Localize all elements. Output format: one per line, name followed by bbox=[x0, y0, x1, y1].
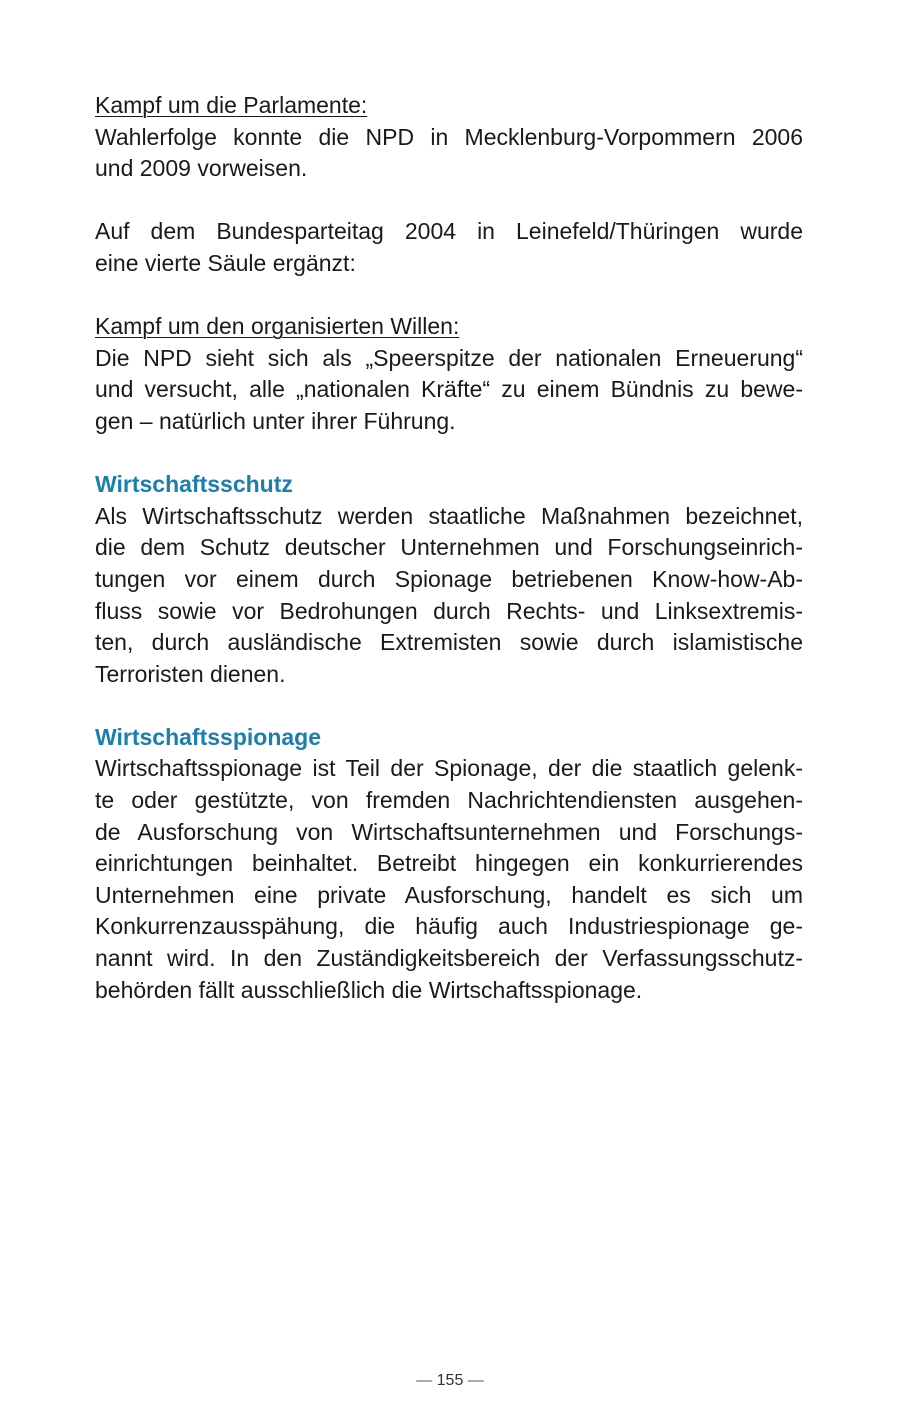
text-line: tungen vor einem durch Spionage betriebenen Know-how-Ab- bbox=[95, 565, 803, 592]
text-line: fluss sowie vor Bedrohungen durch Rechts- und Linksextremis- bbox=[95, 597, 803, 624]
heading-wirtschaftsschutz: Wirtschaftsschutz bbox=[95, 471, 293, 498]
paragraph-gap bbox=[95, 280, 803, 312]
text-line: und versucht, alle „nationalen Kräfte“ zu einem Bündnis zu bewe- bbox=[95, 376, 803, 403]
text-line: te oder gestützte, von fremden Nachrichtendiensten ausgehen- bbox=[95, 787, 803, 814]
text-line: Als Wirtschaftsschutz werden staatliche Maßnahmen bezeichnet, bbox=[95, 502, 803, 529]
page-number-dash-left: — bbox=[416, 1372, 433, 1389]
text-line: Wahlerfolge konnte die NPD in Mecklenburg-Vorpommern 2006 bbox=[95, 123, 803, 150]
text-line: behörden fällt ausschließlich die Wirtschaftsspionage. bbox=[95, 976, 643, 1003]
text-line: Die NPD sieht sich als „Speerspitze der nationalen Erneuerung“ bbox=[95, 344, 803, 371]
text-line: de Ausforschung von Wirtschaftsunternehmen und Forschungs- bbox=[95, 818, 803, 845]
subheading-kampf-willen: Kampf um den organisierten Willen: bbox=[95, 313, 460, 340]
text-line: und 2009 vorweisen. bbox=[95, 155, 308, 182]
subheading-kampf-parlamente: Kampf um die Parlamente: bbox=[95, 92, 368, 118]
section-wirtschaftsschutz bbox=[95, 501, 803, 691]
paragraph-gap bbox=[95, 690, 803, 722]
section-organisierter-wille bbox=[95, 311, 803, 437]
text-line: gen – natürlich unter ihrer Führung. bbox=[95, 407, 456, 434]
section-parlamente bbox=[95, 90, 803, 185]
text-line: Konkurrenzausspähung, die häufig auch Industriespionage ge- bbox=[95, 913, 803, 940]
heading-wirtschaftsspionage: Wirtschaftsspionage bbox=[95, 723, 322, 750]
document-page bbox=[95, 90, 803, 1006]
section-bundesparteitag bbox=[95, 216, 803, 279]
page-number: 155 bbox=[436, 1372, 464, 1389]
paragraph-gap bbox=[95, 438, 803, 470]
text-line: Terroristen dienen. bbox=[95, 660, 286, 687]
text-line: einrichtungen beinhaltet. Betreibt hingegen ein konkurrierendes bbox=[95, 850, 803, 877]
text-line: eine vierte Säule ergänzt: bbox=[95, 249, 356, 276]
text-line: Auf dem Bundesparteitag 2004 in Leinefeld/Thüringen wurde bbox=[95, 218, 803, 245]
paragraph-gap bbox=[95, 185, 803, 217]
text-line: nannt wird. In den Zuständigkeitsbereich der Verfassungsschutz- bbox=[95, 945, 803, 972]
section-wirtschaftsspionage bbox=[95, 753, 803, 1006]
text-line: Unternehmen eine private Ausforschung, handelt es sich um bbox=[95, 881, 803, 908]
text-line: ten, durch ausländische Extremisten sowie durch islamistische bbox=[95, 629, 803, 656]
page-number-footer bbox=[0, 1372, 900, 1390]
text-line: die dem Schutz deutscher Unternehmen und Forschungseinrich- bbox=[95, 534, 803, 561]
text-line: Wirtschaftsspionage ist Teil der Spionage, der die staatlich gelenk- bbox=[95, 755, 803, 782]
page-number-dash-right: — bbox=[467, 1372, 484, 1389]
